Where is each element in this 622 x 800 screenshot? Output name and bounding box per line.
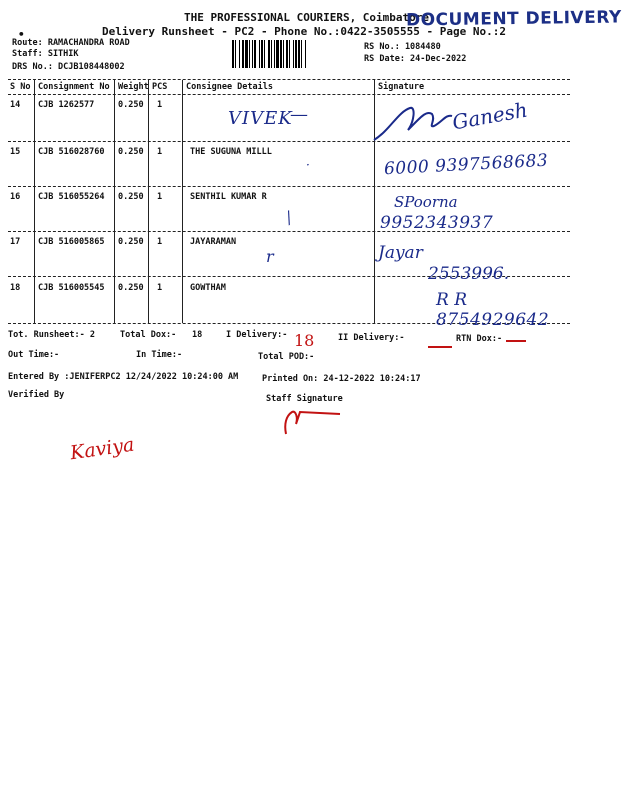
row-consignment: CJB 516005865: [38, 237, 105, 247]
rs-number: RS No.: 1084480: [364, 42, 441, 52]
handwritten-mark: r: [266, 247, 274, 266]
handwritten-signature-text: Jayar: [378, 243, 423, 263]
handwritten-dash: —: [290, 104, 308, 125]
staff-signature-label: Staff Signature: [266, 394, 343, 404]
col-consignee: Consignee Details: [186, 82, 273, 92]
col-separator: [114, 80, 115, 323]
runsheet-title: Delivery Runsheet - PC2 - Phone No.:0422-3505555 - Page No.:2: [102, 25, 506, 38]
bullet: •: [18, 28, 25, 41]
entered-by: Entered By :JENIFERPC2 12/24/2022 10:24:00 AM: [8, 372, 239, 382]
company-name: THE PROFESSIONAL COURIERS, Coimbatore: [184, 11, 430, 24]
row-pcs: 1: [157, 237, 163, 247]
row-consignee: SENTHIL KUMAR R: [190, 192, 267, 202]
barcode: [232, 40, 360, 68]
header-bottom-rule: [8, 94, 570, 95]
row-sno: 17: [10, 237, 21, 247]
total-pod-label: Total POD:-: [258, 352, 315, 362]
handwritten-mark: ·: [306, 158, 310, 172]
col-consignment: Consignment No: [38, 82, 110, 92]
total-dox-value: 18: [192, 330, 203, 340]
row-pcs: 1: [157, 100, 163, 110]
handwritten-number: 2553996.: [428, 264, 510, 284]
barcode-bar: [306, 40, 308, 68]
row-consignee: THE SUGUNA MILLL: [190, 147, 272, 157]
row-consignment: CJB 516028760: [38, 147, 105, 157]
verified-by: Verified By: [8, 390, 65, 400]
staff: Staff: SITHIK: [12, 49, 79, 59]
row-weight: 0.250: [118, 192, 144, 202]
row-pcs: 1: [157, 192, 163, 202]
col-signature: Signature: [378, 82, 425, 92]
handwritten-signature-text: Ganesh: [450, 97, 530, 135]
drs-number: DRS No.: DCJB108448002: [12, 62, 125, 72]
row-weight: 0.250: [118, 237, 144, 247]
row-sno: 18: [10, 283, 21, 293]
header-top-rule: [8, 79, 570, 80]
row-rule: [8, 186, 570, 187]
verified-signature: Kaviya: [68, 433, 136, 465]
out-time-label: Out Time:-: [8, 350, 60, 360]
handwritten-name: VIVEK: [228, 108, 293, 129]
row-consignment: CJB 1262577: [38, 100, 95, 110]
row-sno: 16: [10, 192, 21, 202]
row-pcs: 1: [157, 147, 163, 157]
handwritten-phone: 9952343937: [380, 213, 494, 233]
printed-on: Printed On: 24-12-2022 10:24:17: [262, 374, 421, 384]
col-separator: [182, 80, 183, 323]
row-consignee: GOWTHAM: [190, 283, 226, 293]
handwritten-phone: 8754929642: [436, 310, 550, 330]
document-delivery-stamp: DOCUMENT DELIVERY: [405, 7, 622, 31]
row-consignment: CJB 516005545: [38, 283, 105, 293]
row-weight: 0.250: [118, 283, 144, 293]
handwritten-name: SPoorna: [394, 193, 458, 211]
handwritten-red-dash: [428, 346, 452, 348]
col-separator: [34, 80, 35, 323]
row-pcs: 1: [157, 283, 163, 293]
route: Route: RAMACHANDRA ROAD: [12, 38, 130, 48]
handwritten-mark: /: [281, 207, 296, 228]
rtn-dox-label: RTN Dox:-: [456, 334, 503, 344]
row-sno: 15: [10, 147, 21, 157]
handwritten-phone: 6000 9397568683: [383, 150, 549, 180]
row-sno: 14: [10, 100, 21, 110]
row-consignee: JAYARAMAN: [190, 237, 237, 247]
handwritten-red-dash: [506, 340, 526, 342]
row-consignment: CJB 516055264: [38, 192, 105, 202]
tot-runsheet: Tot. Runsheet:- 2: [8, 330, 95, 340]
row-weight: 0.250: [118, 147, 144, 157]
col-sno: S No: [10, 82, 31, 92]
col-weight: Weight: [118, 82, 149, 92]
handwritten-initials: R R: [436, 290, 468, 310]
handwritten-delivery-count: 18: [294, 331, 315, 350]
ii-delivery-label: II Delivery:-: [338, 333, 405, 343]
row-weight: 0.250: [118, 100, 144, 110]
staff-signature: [280, 404, 350, 440]
col-pcs: PCS: [152, 82, 168, 92]
rs-date: RS Date: 24-Dec-2022: [364, 54, 467, 64]
total-dox-label: Total Dox:-: [120, 330, 177, 340]
in-time-label: In Time:-: [136, 350, 183, 360]
col-separator: [148, 80, 149, 323]
i-delivery-label: I Delivery:-: [226, 330, 288, 340]
